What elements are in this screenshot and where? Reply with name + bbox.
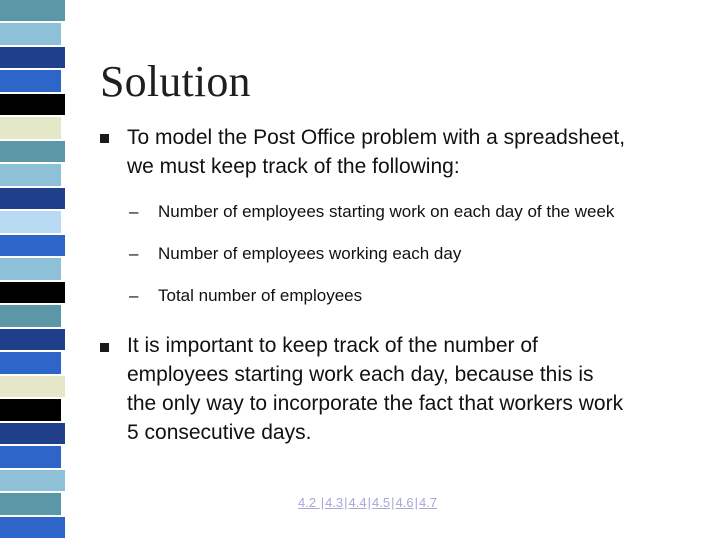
stripe-segment (0, 141, 68, 162)
stripe-segment (0, 117, 64, 138)
nav-link-4-2[interactable]: 4.2 (298, 495, 320, 510)
stripe-segment (0, 517, 68, 538)
stripe-segment (0, 305, 64, 326)
stripe-segment (0, 211, 64, 232)
nav-link-4-5[interactable]: 4.5 (372, 495, 391, 510)
stripe-segment (0, 446, 64, 467)
sub-bullet-2-text: Number of employees working each day (158, 244, 462, 263)
slide-title: Solution (100, 57, 251, 106)
nav-separator: | (344, 495, 348, 510)
stripe-segment (0, 470, 68, 491)
stripe-segment (0, 376, 68, 397)
stripe-segment (0, 23, 64, 44)
stripe-segment (0, 47, 68, 68)
bullet-2-text (127, 331, 623, 447)
bullet-2-line-1: It is important to keep track of the number of (127, 334, 538, 357)
bullet-2-line-3: the only way to incorporate the fact that workers work (127, 392, 624, 415)
stripe-segment (0, 282, 68, 303)
sub-bullet-dash: – (129, 286, 139, 305)
sub-bullet-dash: – (129, 244, 139, 263)
decorative-stripe-bar (0, 0, 70, 540)
stripe-segment (0, 258, 64, 279)
nav-link-4-7[interactable]: 4.7 (418, 495, 438, 510)
stripe-segment (0, 399, 64, 420)
bullet-square-icon (100, 343, 109, 352)
bullet-2-line-2: employees starting work each day, because this is (127, 363, 594, 386)
stripe-segment (0, 329, 68, 350)
bullet-1-text (127, 123, 625, 181)
sub-bullet-3-text: Total number of employees (158, 286, 363, 305)
sub-bullet-dash: – (129, 202, 139, 221)
stripe-segment (0, 235, 68, 256)
nav-link-4-6[interactable]: 4.6 (395, 495, 414, 510)
stripe-segment (0, 0, 68, 21)
nav-separator: | (414, 495, 418, 510)
bullet-2-line-4: 5 consecutive days. (127, 421, 312, 444)
stripe-segment (0, 423, 68, 444)
stripe-segment (0, 352, 64, 373)
nav-link-4-4[interactable]: 4.4 (348, 495, 367, 510)
bullet-1-line-2: we must keep track of the following: (127, 155, 460, 178)
stripe-segment (0, 70, 64, 91)
section-nav (298, 495, 437, 510)
bullet-square-icon (100, 134, 109, 143)
nav-separator: | (391, 495, 395, 510)
bullet-1-line-1: To model the Post Office problem with a spreadsheet, (127, 126, 626, 149)
stripe-segment (0, 493, 64, 514)
stripe-segment (0, 164, 64, 185)
nav-link-4-3[interactable]: 4.3 (325, 495, 344, 510)
nav-separator: | (320, 495, 325, 510)
stripe-segment (0, 94, 68, 115)
stripe-segment (0, 188, 68, 209)
sub-bullet-1-text: Number of employees starting work on each day of the week (158, 202, 615, 221)
nav-separator: | (367, 495, 372, 510)
